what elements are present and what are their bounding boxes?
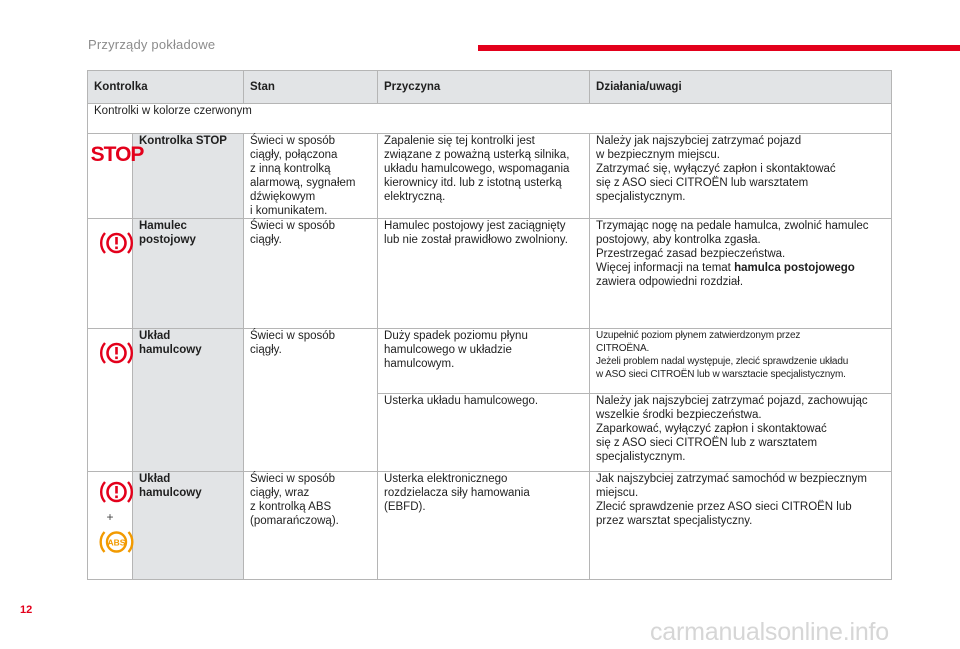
text-line: specjalistycznym. xyxy=(596,191,686,203)
text-line: Układ xyxy=(139,473,171,485)
icon-cell xyxy=(88,219,133,329)
text-line: układu hamulcowego, wspomagania xyxy=(384,163,570,175)
text-line: w ASO sieci CITROËN lub w warsztacie specjalistycznym. xyxy=(596,369,846,380)
text-line: Należy jak najszybciej zatrzymać pojazd, zachowując xyxy=(596,395,868,407)
text-line: alarmową, sygnałem xyxy=(250,177,356,189)
cause-text xyxy=(378,134,590,219)
cause-text xyxy=(378,329,590,394)
text-line: Świeci w sposób xyxy=(250,135,336,147)
cause-text xyxy=(378,472,590,580)
state-text xyxy=(244,134,378,219)
icon-cell xyxy=(88,134,144,219)
text-line: postojowy xyxy=(139,234,196,246)
text-line: postojowy, aby kontrolka zgasła. xyxy=(596,234,761,246)
watermark-text: carmanualsonline.info xyxy=(650,618,890,646)
text-line: ciągły, połączona xyxy=(250,149,338,161)
text-line: Zatrzymać się, wyłączyć zapłon i skontaktować xyxy=(596,163,836,175)
text-span: Więcej informacji na temat xyxy=(596,262,735,274)
text-line: ciągły, wraz xyxy=(250,487,310,499)
text-line: Świeci w sposób xyxy=(250,220,336,232)
text-line: Zapalenie się tej kontrolki jest xyxy=(384,135,535,147)
text-line: (pomarańczową). xyxy=(250,515,339,527)
text-line: Jeżeli problem nadal występuje, zlecić sprawdzenie układu xyxy=(596,356,849,367)
text-line: wszelkie środki bezpieczeństwa. xyxy=(596,409,762,421)
text-line: Zaparkować, wyłączyć zapłon i skontaktować xyxy=(596,423,827,435)
text-line: zawiera odpowiedni rozdział. xyxy=(596,276,744,288)
text-line: Trzymając nogę na pedale hamulca, zwolnić hamulec xyxy=(596,220,869,232)
text-line: z inną kontrolką xyxy=(250,163,331,175)
column-header-dzialania: Działania/uwagi xyxy=(590,71,892,104)
plus-sign: + xyxy=(106,510,114,524)
column-header-stan: Stan xyxy=(244,71,378,104)
text-line: w bezpiecznym miejscu. xyxy=(596,149,720,161)
column-header-przyczyna: Przyczyna xyxy=(378,71,590,104)
table-row xyxy=(88,219,892,329)
action-text xyxy=(590,472,892,580)
text-line: elektryczną. xyxy=(384,191,446,203)
text-line: się z ASO sieci CITROËN lub z warsztatem xyxy=(596,437,818,449)
action-text xyxy=(590,394,892,472)
text-line: Hamulec postojowy jest zaciągnięty xyxy=(384,220,566,232)
text-line: lub nie został prawidłowo zwolniony. xyxy=(384,234,568,246)
text-line: hamulcowy xyxy=(139,344,202,356)
column-header-kontrolka: Kontrolka xyxy=(88,71,244,104)
table-row xyxy=(88,329,892,394)
state-text xyxy=(244,329,378,472)
section-row xyxy=(88,104,892,134)
text-line: kierownicy itd. lub z istotną usterką xyxy=(384,177,562,189)
text-line: CITROËNA. xyxy=(596,343,650,354)
text-line: i komunikatem. xyxy=(250,205,328,217)
text-line: hamulcowym. xyxy=(384,358,455,370)
cause-text: Usterka układu hamulcowego. xyxy=(378,394,590,472)
icon-cell xyxy=(88,472,133,580)
text-line: specjalistycznym. xyxy=(596,451,686,463)
text-line: Duży spadek poziomu płynu xyxy=(384,330,528,342)
action-text xyxy=(590,134,892,219)
table-row xyxy=(88,472,892,580)
abs-icon-text: ABS xyxy=(107,537,126,548)
text-line: Zlecić sprawdzenie przez ASO sieci CITROËN lub xyxy=(596,501,852,513)
section-title: Kontrolki w kolorze czerwonym xyxy=(88,104,892,134)
text-line: hamulcowy xyxy=(139,487,202,499)
text-line: Uzupełnić poziom płynem zatwierdzonym przez xyxy=(596,330,801,341)
page-header-title: Przyrządy pokładowe xyxy=(88,37,216,52)
table-row xyxy=(88,134,892,219)
action-text xyxy=(590,219,892,329)
header-accent-bar xyxy=(478,45,960,51)
text-line: Świeci w sposób xyxy=(250,330,336,342)
text-line: Należy jak najszybciej zatrzymać pojazd xyxy=(596,135,802,147)
warning-light-name xyxy=(133,472,244,580)
text-line: (EBFD). xyxy=(384,501,426,513)
warning-lights-table xyxy=(87,70,892,580)
text-line: miejscu. xyxy=(596,487,639,499)
action-text xyxy=(590,329,892,394)
text-line: się z ASO sieci CITROËN lub warsztatem xyxy=(596,177,809,189)
text-line: Przestrzegać zasad bezpieczeństwa. xyxy=(596,248,786,260)
bold-reference: hamulca postojowego xyxy=(734,262,855,274)
warning-light-name: Kontrolka STOP xyxy=(133,134,244,219)
text-line: związane z poważną usterką silnika, xyxy=(384,149,570,161)
text-line: Hamulec xyxy=(139,220,187,232)
text-line: Usterka elektronicznego xyxy=(384,473,508,485)
text-line: Świeci w sposób xyxy=(250,473,336,485)
icon-cell xyxy=(88,329,133,472)
text-line: dźwiękowym xyxy=(250,191,316,203)
text-line: przez warsztat specjalistyczny. xyxy=(596,515,753,527)
text-line: hamulcowego w układzie xyxy=(384,344,512,356)
cause-text xyxy=(378,219,590,329)
text-line: Układ xyxy=(139,330,171,342)
text-line xyxy=(596,261,885,275)
state-text xyxy=(244,219,378,329)
text-line: Jak najszybciej zatrzymać samochód w bezpiecznym xyxy=(596,473,868,485)
text-line: ciągły. xyxy=(250,234,282,246)
text-line: ciągły. xyxy=(250,344,282,356)
warning-light-name xyxy=(133,329,244,472)
stop-icon-text: STOP xyxy=(90,143,144,166)
text-line: rozdzielacza siły hamowania xyxy=(384,487,530,499)
page-number: 12 xyxy=(20,604,33,616)
text-line: z kontrolką ABS xyxy=(250,501,332,513)
state-text xyxy=(244,472,378,580)
warning-light-name xyxy=(133,219,244,329)
table-header-row xyxy=(88,71,892,104)
